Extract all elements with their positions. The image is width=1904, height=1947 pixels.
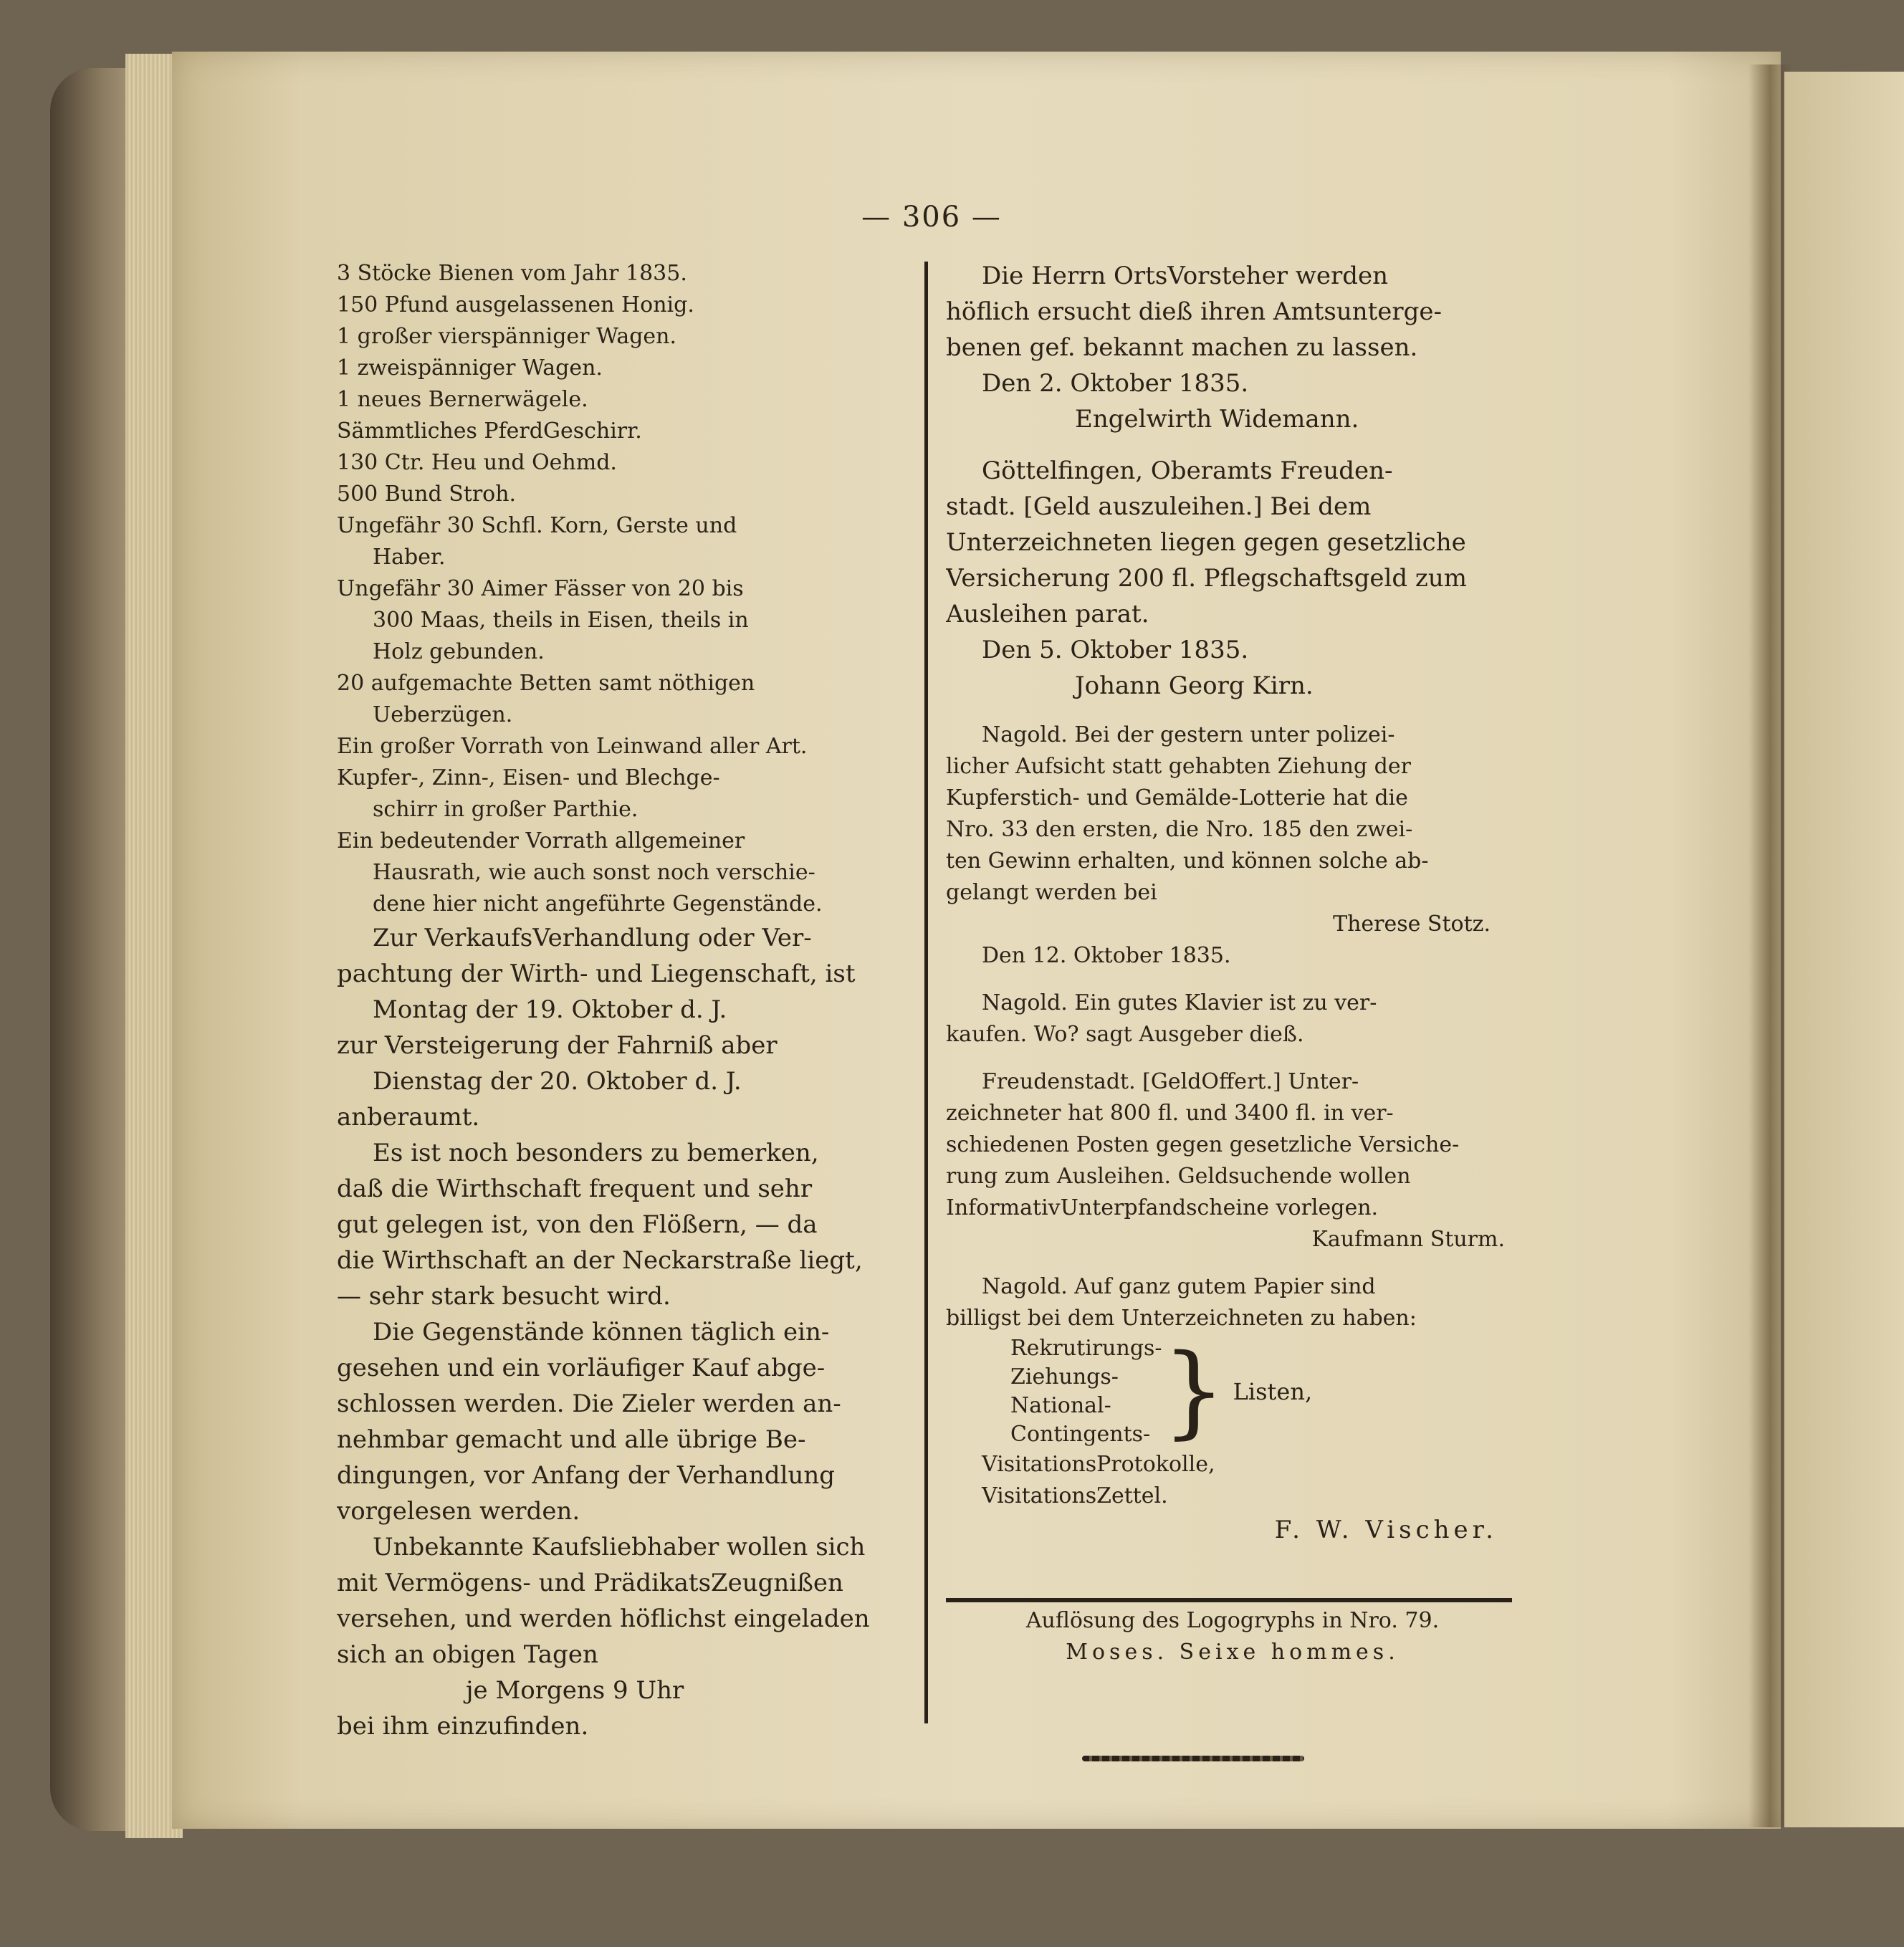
body-line: zur Versteigerung der Fahrniß aber [337,1031,778,1060]
body-line: Es ist noch besonders zu bemerken, [373,1139,819,1167]
body-line: mit Vermögens- und PrädikatsZeugnißen [337,1569,843,1597]
notice-signature: F. W. Vischer. [1274,1516,1498,1544]
inventory-line: Ungefähr 30 Schfl. Korn, Gerste und [337,513,737,538]
body-line: pachtung der Wirth- und Liegenschaft, ist [337,960,856,988]
inventory-line: Sämmtliches PferdGeschirr. [337,418,642,444]
notice-line: gelangt werden bei [946,880,1157,905]
notice-line: schiedenen Posten gegen gesetzliche Versiche- [946,1132,1460,1157]
notice-line: Freudenstadt. [GeldOffert.] Unter- [982,1069,1359,1094]
notice-line: stadt. [Geld auszuleihen.] Bei dem [946,492,1372,521]
notice-papier [946,1271,1519,1548]
notice-line: benen gef. bekannt machen zu lassen. [946,333,1418,362]
body-line: nehmbar gemacht und alle übrige Be- [337,1425,806,1454]
brace-icon: } [1162,1333,1226,1450]
inventory-line: Kupfer-, Zinn-, Eisen- und Blechge- [337,765,720,790]
notice-line: Unterzeichneten liegen gegen gesetzliche [946,528,1466,557]
spacer [946,1051,1519,1066]
form-item: Ziehungs- [1010,1364,1119,1389]
solution-title: Auflösung des Logogryphs in Nro. 79. [1025,1608,1440,1633]
notice-line: kaufen. Wo? sagt Ausgeber dieß. [946,1022,1304,1047]
closing-ornament [1082,1756,1304,1761]
inventory-line: Ueberzügen. [373,702,513,727]
inventory-line: schirr in großer Parthie. [373,797,638,822]
inventory-line: 20 aufgemachte Betten samt nöthigen [337,671,755,696]
inventory-line: Haber. [373,545,446,570]
inventory-line: 130 Ctr. Heu und Oehmd. [337,450,617,475]
notice-freudenstadt [946,1066,1519,1255]
body-line: je Morgens 9 Uhr [466,1676,684,1705]
notice-line: Versicherung 200 fl. Pflegschaftsgeld zum [946,564,1467,593]
body-line: Unbekannte Kaufsliebhaber wollen sich [373,1533,866,1561]
form-item: Contingents- [1010,1422,1151,1447]
notice-line: licher Aufsicht statt gehabten Ziehung der [946,754,1411,779]
notice-line: ten Gewinn erhalten, und können solche ab- [946,848,1429,874]
inventory-line: 500 Bund Stroh. [337,482,517,507]
notice-line: Nagold. Auf ganz gutem Papier sind [982,1274,1376,1299]
notice-line: Nro. 33 den ersten, die Nro. 185 den zwei- [946,817,1413,842]
notice-line: Nagold. Ein gutes Klavier ist zu ver- [982,990,1377,1015]
inventory-line: 150 Pfund ausgelassenen Honig. [337,292,694,317]
right-column [946,258,1519,1668]
body-line: Zur VerkaufsVerhandlung oder Ver- [373,924,812,952]
form-item: Rekrutirungs- [1010,1336,1162,1361]
inventory-line: 3 Stöcke Bienen vom Jahr 1835. [337,261,687,286]
inventory-line: 300 Maas, theils in Eisen, theils in [373,608,749,633]
inventory-line: 1 großer vierspänniger Wagen. [337,324,677,349]
body-line: gesehen und ein vorläufiger Kauf abge- [337,1354,826,1382]
notice-line: Kupferstich- und Gemälde-Lotterie hat die [946,785,1408,810]
notice-line: billigst bei dem Unterzeichneten zu haben: [946,1306,1417,1331]
notice-ortsvorsteher [946,258,1519,437]
inventory-line: Ungefähr 30 Aimer Fässer von 20 bis [337,576,744,601]
body-line: dingungen, vor Anfang der Verhandlung [337,1461,836,1490]
forms-list [946,1334,1519,1449]
notice-signature: Kaufmann Sturm. [1311,1227,1505,1252]
inventory-line: Hausrath, wie auch sonst noch verschie- [373,860,815,885]
body-line: vorgelesen werden. [337,1497,580,1526]
notice-signature: Therese Stotz. [1333,912,1491,937]
spacer [946,704,1519,719]
notice-signature: Engelwirth Widemann. [1075,405,1359,434]
form-item: VisitationsProtokolle, [982,1452,1215,1477]
body-line: versehen, und werden höflichst eingeladen [337,1604,870,1633]
section-rule [946,1598,1512,1602]
inventory-list [337,258,924,920]
spacer [946,972,1519,987]
body-line: schlossen werden. Die Zieler werden an- [337,1389,841,1418]
inventory-line: 1 zweispänniger Wagen. [337,355,603,381]
notice-line: rung zum Ausleihen. Geldsuchende wollen [946,1164,1411,1189]
spacer [946,1255,1519,1271]
spacer [946,437,1519,453]
sale-notice-body [337,920,924,1744]
forms-list-items [1010,1334,1162,1449]
inventory-line: Ein bedeutender Vorrath allgemeiner [337,828,745,853]
body-line: anberaumt. [337,1103,480,1132]
notice-line: Nagold. Bei der gestern unter polizei- [982,722,1395,747]
notice-line: Den 5. Oktober 1835. [982,636,1249,664]
facing-page-strip [1784,72,1904,1827]
body-line: Die Gegenstände können täglich ein- [373,1318,830,1346]
notice-goettelfingen [946,453,1519,704]
notice-line: höflich ersucht dieß ihren Amtsunterge- [946,297,1443,326]
left-column [337,258,924,1744]
inventory-line: dene hier nicht angeführte Gegenstände. [373,891,823,917]
inventory-line: 1 neues Bernerwägele. [337,387,588,412]
solution-answer: Moses. Seixe hommes. [1066,1640,1400,1665]
body-line: die Wirthschaft an der Neckarstraße liegt, [337,1246,863,1275]
body-line: bei ihm einzufinden. [337,1712,589,1741]
notice-line: Ausleihen parat. [946,600,1149,628]
spacer [946,1548,1519,1577]
body-line: Montag der 19. Oktober d. J. [373,995,727,1024]
body-line: gut gelegen ist, von den Flößern, — da [337,1210,818,1239]
notice-klavier [946,987,1519,1051]
notice-line: Den 2. Oktober 1835. [982,369,1249,398]
notice-line: zeichneter hat 800 fl. und 3400 fl. in ver- [946,1101,1394,1126]
notice-line: Göttelfingen, Oberamts Freuden- [982,456,1393,485]
notice-line: Den 12. Oktober 1835. [982,943,1231,968]
body-line: — sehr stark besucht wird. [337,1282,671,1311]
body-line: daß die Wirthschaft frequent und sehr [337,1175,813,1203]
column-divider [924,262,928,1723]
inventory-line: Ein großer Vorrath von Leinwand aller Art. [337,734,808,759]
notice-signature: Johann Georg Kirn. [1075,671,1314,700]
notice-line: InformativUnterpfandscheine vorlegen. [946,1195,1379,1220]
body-line: Dienstag der 20. Oktober d. J. [373,1067,742,1096]
body-line: sich an obigen Tagen [337,1640,598,1669]
page-number: — 306 — [861,201,1002,234]
riddle-solution [946,1605,1519,1668]
inventory-line: Holz gebunden. [373,639,545,664]
form-item: National- [1010,1393,1111,1418]
notice-lottery [946,719,1519,972]
forms-list-suffix: Listen, [1233,1378,1313,1405]
form-item: VisitationsZettel. [982,1483,1168,1508]
notice-line: Die Herrn OrtsVorsteher werden [982,262,1389,290]
